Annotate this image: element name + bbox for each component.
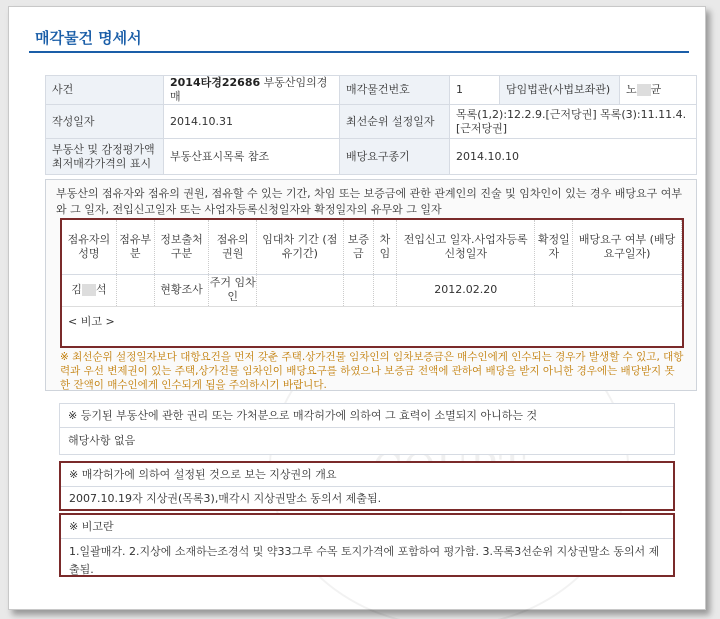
page-title: 매각물건 명세서	[29, 23, 689, 53]
occupancy-header-5: 보증금	[343, 220, 373, 274]
deadline-value: 2014.10.10	[450, 139, 697, 175]
rent	[374, 274, 397, 306]
occupancy-section	[45, 179, 697, 391]
item-no-value: 1	[450, 76, 500, 105]
case-number: 2014타경22686	[170, 76, 261, 89]
lease-period	[256, 274, 343, 306]
case-info-table	[45, 75, 697, 175]
remarks-body: 1.일괄매각. 2.지상에 소재하는조경석 및 약33그루 수목 토지가격에 포함하여 평가함. 3.목록3선순위 지상권말소 동의서 제출됨.	[69, 545, 660, 576]
priority-label: 최선순위 설정일자	[340, 105, 450, 139]
judge-name-end: 균	[650, 83, 662, 96]
date-label: 작성일자	[46, 105, 164, 139]
unextinguished-rights-header: ※ 등기된 부동산에 관한 권리 또는 가처분으로 매각허가에 의하여 그 효력이 소멸되지 아니하는 것	[60, 404, 674, 428]
remarks-label: < 비고 >	[62, 306, 682, 335]
occupancy-header-3: 점유의 권원	[209, 220, 257, 274]
case-label: 사건	[46, 76, 164, 105]
occupancy-header-7: 전입신고 일자.사업자등록신청일자	[397, 220, 535, 274]
date-value: 2014.10.31	[164, 105, 340, 139]
unextinguished-rights-body: 해당사항 없음	[68, 434, 136, 447]
occupancy-description: 부동산의 점유자와 점유의 권원, 점유할 수 있는 기간, 차임 또는 보증금에 관한 관계인의 진술 및 임차인이 있는 경우 배당요구 여부와 그 일자, 전입신고일자 또는 사업자등록신청일자와 확정일자의 유무와 그 일자	[56, 187, 682, 216]
occupancy-right: 주거 임차인	[209, 274, 257, 306]
info-source: 현황조사	[154, 274, 209, 306]
remarks-box	[59, 513, 675, 577]
property-label: 부동산 및 감정평가액 최저매각가격의 표시	[46, 139, 164, 175]
superficies-header: ※ 매각허가에 의하여 설정된 것으로 보는 지상권의 개요	[61, 463, 673, 487]
warning-text: ※ 최선순위 설정일자보다 대항요건을 먼저 갖춘 주택.상가건물 임차인의 임차보증금은 매수인에게 인수되는 경우가 발생할 수 있고, 대항력과 우선 변제권이 있는 주택,상가건물 임차인이 배당요구를 하였으나 보증금 전액에 관하여 배당을 받지 아니한 경우에는 배당받지 못한 잔액이 매수인에게 인수되게 됨을 주의하시기 바랍니다.	[60, 351, 684, 391]
occupancy-header-8: 확정일자	[535, 220, 573, 274]
move-in-date: 2012.02.20	[397, 274, 535, 306]
occupancy-header-1: 점유부분	[116, 220, 154, 274]
priority-value: 목록(1,2):12.2.9.[근저당권] 목록(3):11.11.4.[근저당권]	[450, 105, 697, 139]
redaction-mark	[82, 284, 96, 296]
occupancy-header-4: 임대차 기간 (점유기간)	[256, 220, 343, 274]
occupancy-table-box	[60, 218, 684, 348]
dividend-request	[573, 274, 682, 306]
unextinguished-rights-box	[59, 403, 675, 455]
superficies-box	[59, 461, 675, 511]
occupant-name: 김 석	[62, 274, 116, 306]
deadline-label: 배당요구종기	[340, 139, 450, 175]
remarks-header: ※ 비고란	[61, 515, 673, 539]
fixed-date	[535, 274, 573, 306]
redaction-mark	[637, 84, 651, 96]
item-no-label: 매각물건번호	[340, 76, 450, 105]
property-value: 부동산표시목록 참조	[164, 139, 340, 175]
case-type: 부동산임의경매	[170, 76, 328, 103]
judge-name-start: 노	[626, 83, 637, 96]
occupancy-header-6: 차임	[374, 220, 397, 274]
superficies-body: 2007.10.19자 지상권(목록3),매각시 지상권말소 동의서 제출됨.	[69, 492, 382, 505]
judge-name	[620, 76, 697, 105]
deposit	[343, 274, 373, 306]
occupied-part	[116, 274, 154, 306]
document-frame	[8, 6, 706, 610]
occupancy-header-2: 정보출처 구분	[154, 220, 209, 274]
occupancy-table	[62, 220, 682, 306]
occupancy-header-0: 점유자의 성명	[62, 220, 116, 274]
judge-label: 담임법관(사법보좌관)	[500, 76, 620, 105]
case-value	[164, 76, 340, 105]
occupancy-header-9: 배당요구 여부 (배당요구일자)	[573, 220, 682, 274]
